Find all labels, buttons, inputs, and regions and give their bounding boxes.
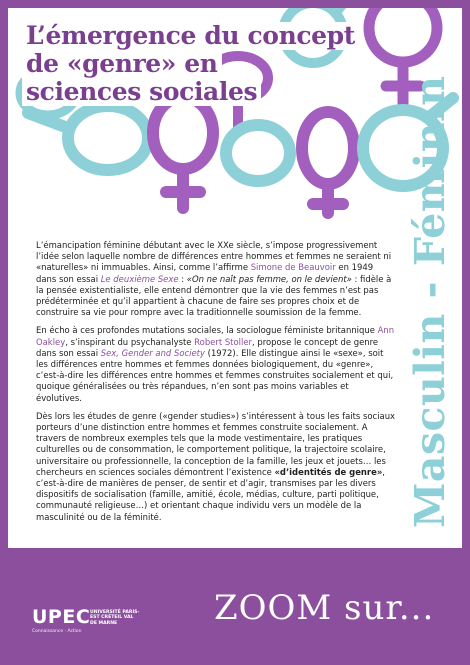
text-run: : fidèle à la pensée existentialiste, elle entend démontrer que la vie des femmes n’est pas prédéterminée et qu’il appartient à chacune de faire ses propres choix et de construire sa vie pour rompre avec la traditionnelle soumission de la femme. [36,273,392,318]
content-sheet [8,8,462,548]
side-label: Masculin - Féminin [406,75,454,528]
paragraph [36,240,396,318]
male-symbol-icon [226,125,290,181]
text-run: L’émancipation féminine débutant avec le XXe siècle, s’impose progressivement l’idée selon laquelle nombre de différences entre hommes et femmes ne seraient ni «naturelles» ni immuables. Ainsi, comme l’affirme [36,240,392,273]
paragraph [36,325,396,403]
text-run: , propose le concept de genre dans son essai [36,336,379,358]
female-symbol-icon [153,97,213,208]
title-line: de «genre» en [22,50,222,78]
upec-logo [32,606,140,634]
book-title: Le deuxième Sexe [100,273,179,284]
text-run: , s’inspirant du psychanalyste [65,336,195,347]
text-run: En écho à ces profondes mutations sociales, la sociologue féministe britannique [36,325,378,336]
text-run: : [178,273,187,284]
text-run: (1972). Elle distingue ainsi le «sexe», soit les différences entre hommes et femmes données biologiquement, du «genre», c’est-à-dire les différences entre hommes et femmes construites socialement et qui, quoique généralisées ou très répandues, n’en sont pas moins variables et évolutives. [36,347,394,403]
author-name: Robert Stoller [194,336,252,347]
author-name: Simone de Beauvoir [250,262,336,273]
strong-text: «d’identités de genre» [274,466,383,477]
paragraph [36,411,396,523]
book-title: Sex, Gender and Society [100,347,205,358]
article-body [36,240,396,530]
footer-band [0,548,470,665]
logo-mark: UPEC [32,606,91,628]
logo-tagline: Connaissance · Action [32,629,82,634]
author-name: Ann Oakley [36,325,395,347]
text-run: en 1949 dans son essai [36,262,374,284]
text-run: Dès lors les études de genre («gender studies») s’intéressent à tous les faits sociaux porteurs d’une distinction entre hommes et femmes construite socialement. A travers de nombreux exemples tels que la mode vestimentaire, les pratiques culturelles ou de consommation, le comportement politique, la trajectoire scolaire, universitaire ou professionnelle, la conception de la famille, les jeux et jouets… les chercheurs en sciences sociales démontrent l’existence [36,410,396,477]
female-symbol-icon [302,112,354,213]
zoom-label: ZOOM sur... [214,588,435,628]
quote: «On ne naît pas femme, on le devient» [186,273,352,284]
page-title [22,22,359,106]
title-line: sciences sociales [22,78,261,106]
text-run: , c’est-à-dire de manières de penser, de sentir et d’agir, transmises par les divers dispositifs de socialisation (famille, amitié, école, médias, culture, parti politique, communauté religieuse…) et orientant chaque individu vers un modèle de la masculinité ou de la féminité. [36,466,385,522]
title-line: L’émergence du concept [22,22,359,50]
university-name: UNIVERSITÉ PARIS-EST CRÉTEIL VAL DE MARNE [90,610,140,626]
